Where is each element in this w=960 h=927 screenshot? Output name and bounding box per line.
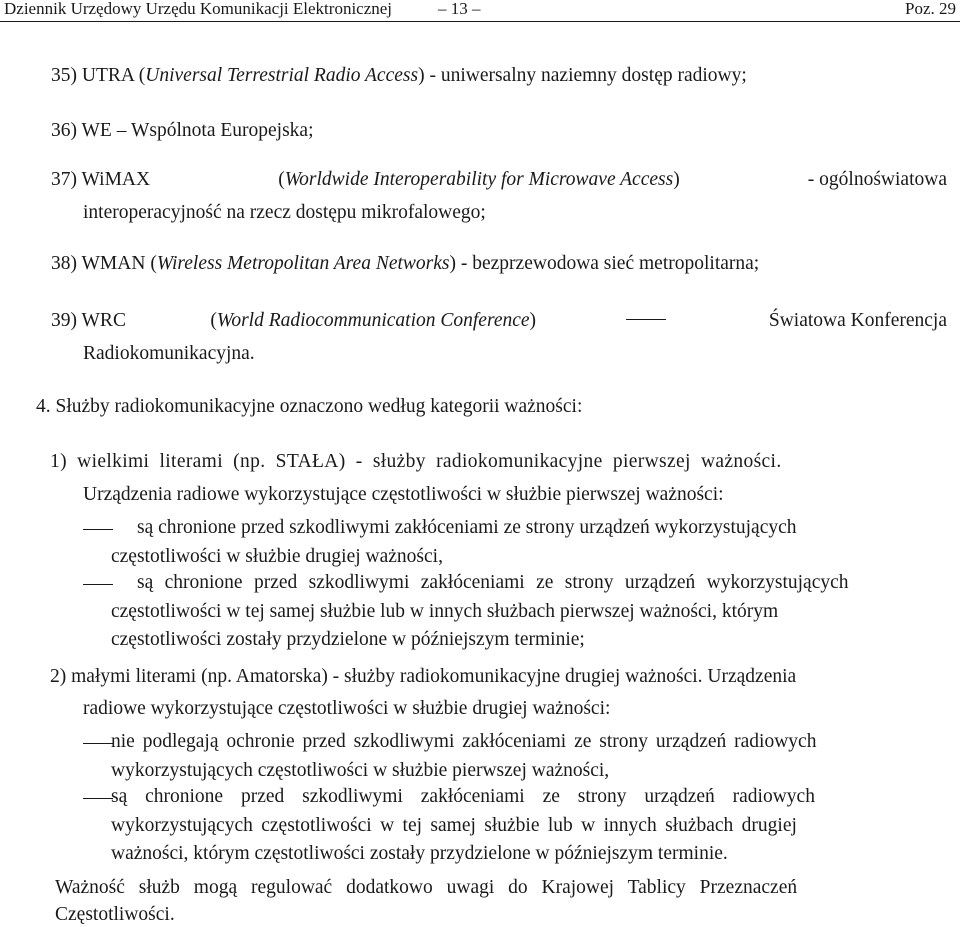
category-2-line: 2) małymi literami (np. Amatorska) - służby radiokomunikacyjne drugiej ważności. Urządzenia bbox=[50, 666, 797, 687]
journal-title: Dziennik Urzędowy Urzędu Komunikacji Elektronicznej bbox=[4, 0, 393, 18]
category-2-bullet-2: są chronione przed szkodliwymi zakłóceniami ze strony urządzeń radiowych bbox=[111, 786, 815, 807]
definition-item-38: 38) WMAN (Wireless Metropolitan Area Networks) - bezprzewodowa sieć metropolitarna; bbox=[51, 253, 760, 274]
definition-text: - ogólnoświatowa bbox=[807, 169, 947, 190]
definition-text: - bezprzewodowa sieć metropolitarna; bbox=[456, 253, 760, 274]
category-1-bullet-2-cont: częstotliwości w tej samej służbie lub w innych służbach pierwszej ważności, którym bbox=[111, 601, 779, 622]
item-number: 36) bbox=[51, 120, 77, 141]
item-number-acronym: 37) WiMAX bbox=[51, 169, 151, 190]
definition-item-35: 35) UTRA (Universal Terrestrial Radio Access) - uniwersalny naziemny dostęp radiowy; bbox=[51, 65, 747, 86]
category-2-bullet-1-cont: wykorzystujących częstotliwości w służbie pierwszej ważności, bbox=[111, 760, 610, 781]
acronym-expansion: Universal Terrestrial Radio Access bbox=[145, 65, 419, 86]
category-1-bullet-2-cont2: częstotliwości zostały przydzielone w późniejszym terminie; bbox=[111, 629, 585, 650]
acronym-expansion: Worldwide Interoperability for Microwave Access bbox=[284, 169, 674, 190]
definition-item-39: 39) WRC (World Radiocommunication Conference) Światowa Konferencja bbox=[51, 310, 947, 331]
dash-bullet bbox=[83, 529, 113, 530]
page-number: – 13 – bbox=[438, 0, 481, 18]
dash-bullet bbox=[83, 584, 113, 585]
category-2-bullet-2-cont: wykorzystujących częstotliwości w tej samej służbie lub w innych służbach drugiej bbox=[111, 815, 797, 836]
category-1-bullet-2: są chronione przed szkodliwymi zakłóceniami ze strony urządzeń wykorzystujących bbox=[137, 572, 849, 593]
definition-item-39-cont: Radiokomunikacyjna. bbox=[83, 343, 255, 364]
acronym-expansion: Wireless Metropolitan Area Networks bbox=[156, 253, 450, 274]
item-number: 35) bbox=[51, 65, 77, 86]
section-heading: 4. Służby radiokomunikacyjne oznaczono według kategorii ważności: bbox=[36, 396, 583, 417]
page-header bbox=[0, 0, 960, 22]
dash-bullet bbox=[83, 743, 113, 744]
category-2-bullet-2-cont2: ważności, którym częstotliwości zostały przydzielone w późniejszym terminie. bbox=[111, 843, 728, 864]
category-1-line: 1) wielkimi literami (np. STAŁA) - służby radiokomunikacyjne pierwszej ważności. bbox=[50, 451, 782, 472]
dash-bullet bbox=[83, 798, 113, 799]
item-number: 38) bbox=[51, 253, 77, 274]
acronym-expansion: World Radiocommunication Conference bbox=[216, 310, 530, 331]
definition-item-36 bbox=[51, 119, 314, 143]
acronym: WMAN bbox=[81, 253, 146, 274]
em-dash bbox=[620, 308, 684, 332]
header-rule bbox=[0, 21, 960, 22]
definition-text: WE – Wspólnota Europejska; bbox=[81, 120, 314, 141]
acronym: UTRA bbox=[81, 65, 134, 86]
closing-note-cont: Częstotliwości. bbox=[55, 904, 175, 925]
category-2-bullet-1: nie podlegają ochronie przed szkodliwymi zakłóceniami ze strony urządzeń radiowych bbox=[111, 731, 817, 752]
category-2-intro: radiowe wykorzystujące częstotliwości w służbie drugiej ważności: bbox=[83, 698, 611, 719]
definition-item-37-cont: interoperacyjność na rzecz dostępu mikrofalowego; bbox=[83, 202, 486, 223]
category-1-bullet-1-cont: częstotliwości w służbie drugiej ważności, bbox=[111, 546, 443, 567]
category-1-intro: Urządzenia radiowe wykorzystujące częstotliwości w służbie pierwszej ważności: bbox=[83, 484, 724, 505]
definition-text: Światowa Konferencja bbox=[768, 310, 947, 331]
closing-note: Ważność służb mogą regulować dodatkowo uwagi do Krajowej Tablicy Przeznaczeń bbox=[55, 877, 798, 898]
position-number: Poz. 29 bbox=[905, 0, 956, 18]
definition-text: - uniwersalny naziemny dostęp radiowy; bbox=[424, 65, 747, 86]
category-1-bullet-1: są chronione przed szkodliwymi zakłóceniami ze strony urządzeń wykorzystujących bbox=[137, 517, 797, 538]
definition-item-37: 37) WiMAX (Worldwide Interoperability for Microwave Access) - ogólnoświatowa bbox=[51, 169, 947, 190]
